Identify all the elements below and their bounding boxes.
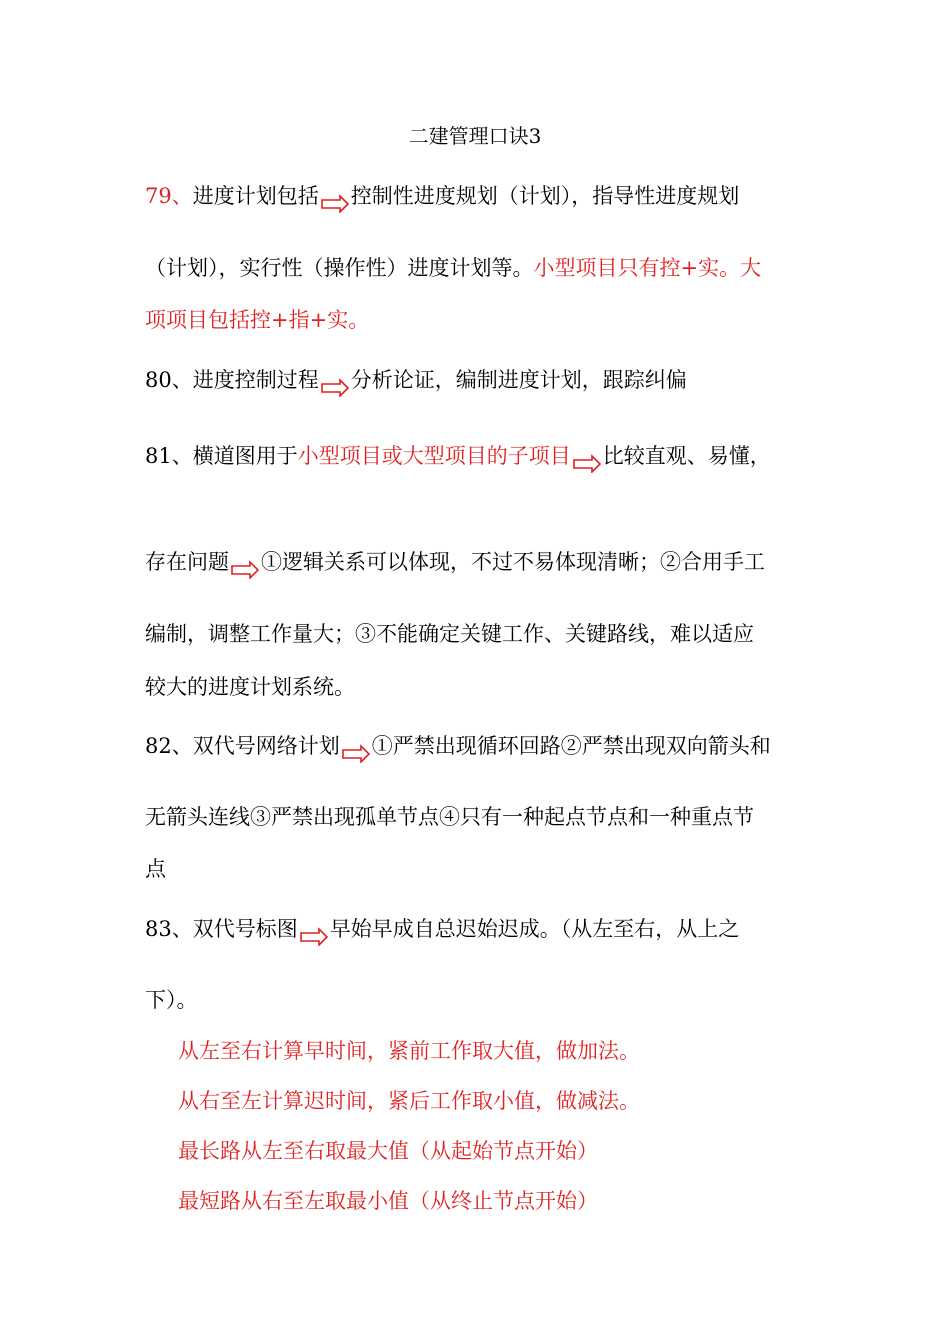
double-arrow-right-icon — [320, 377, 350, 397]
item-83-line-1 — [145, 915, 739, 943]
item-text: 83、双代号标图 — [145, 917, 298, 941]
item-text: 比较直观、易懂， — [602, 444, 771, 468]
item-79-line-2 — [145, 254, 761, 282]
item-text: 存在问题 — [145, 550, 229, 574]
item-text: 82、双代号网络计划 — [145, 734, 340, 758]
double-arrow-right-icon — [230, 559, 260, 579]
item-text: ①逻辑关系可以体现，不过不易体现清晰；②合用手工 — [261, 550, 765, 574]
item-81-line-4: 较大的进度计划系统。 — [145, 675, 355, 699]
double-arrow-right-icon — [572, 453, 602, 473]
item-80-line-1 — [145, 366, 687, 394]
rule-line-3: 最长路从左至右取最大值（从起始节点开始） — [178, 1139, 598, 1163]
item-highlight: 小型项目只有控+实。大 — [533, 256, 762, 280]
item-text: 控制性进度规划（计划），指导性进度规划 — [350, 184, 740, 208]
rule-line-1: 从左至右计算早时间，紧前工作取大值，做加法。 — [178, 1039, 640, 1063]
rule-line-4: 最短路从右至左取最小值（从终止节点开始） — [178, 1189, 598, 1213]
rule-line-2: 从右至左计算迟时间，紧后工作取小值，做减法。 — [178, 1089, 640, 1113]
item-text: 进度计划包括 — [192, 184, 319, 208]
item-text: （计划），实行性（操作性）进度计划等。 — [145, 256, 534, 280]
item-text: 80、进度控制过程 — [145, 368, 319, 392]
item-82-line-3: 点 — [145, 857, 166, 881]
double-arrow-right-icon — [341, 743, 371, 763]
item-text: 分析论证，编制进度计划，跟踪纠偏 — [350, 368, 687, 392]
item-highlight: 小型项目或大型项目的子项目 — [297, 444, 571, 468]
item-83-line-2: 下）。 — [145, 988, 198, 1012]
double-arrow-right-icon — [320, 193, 350, 213]
item-text: ①严禁出现循环回路②严禁出现双向箭头和 — [371, 734, 771, 758]
item-79-line-1 — [145, 182, 739, 210]
item-79-line-3: 项项目包括控+指+实。 — [145, 308, 370, 332]
page-title: 二建管理口诀3 — [408, 124, 542, 148]
item-81-line-2 — [145, 548, 765, 576]
item-82-line-1 — [145, 732, 771, 760]
item-81-line-3: 编制，调整工作量大；③不能确定关键工作、关键路线，难以适应 — [145, 622, 754, 646]
item-number: 79、 — [145, 184, 193, 208]
item-text: 早始早成自总迟始迟成。（从左至右，从上之 — [329, 917, 740, 941]
item-text: 81、横道图用于 — [145, 444, 298, 468]
item-82-line-2: 无箭头连线③严禁出现孤单节点④只有一种起点节点和一种重点节 — [145, 805, 754, 829]
item-81-line-1 — [145, 442, 771, 470]
double-arrow-right-icon — [299, 926, 329, 946]
